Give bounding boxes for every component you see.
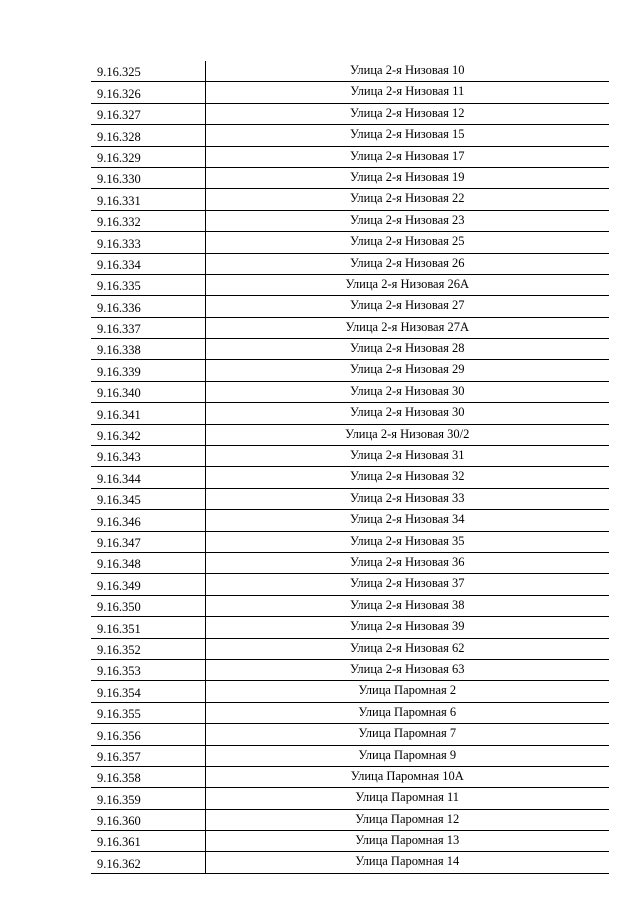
row-address: Улица 2-я Низовая 27	[205, 296, 609, 317]
table-row	[91, 510, 609, 531]
table-row	[91, 189, 609, 210]
table-row	[91, 766, 609, 787]
row-address: Улица 2-я Низовая 29	[205, 360, 609, 381]
row-code: 9.16.340	[91, 381, 205, 402]
row-address: Улица 2-я Низовая 12	[205, 103, 609, 124]
row-address: Улица Паромная 10А	[205, 766, 609, 787]
row-address: Улица 2-я Низовая 33	[205, 488, 609, 509]
table-row	[91, 253, 609, 274]
table-row	[91, 146, 609, 167]
row-address: Улица 2-я Низовая 17	[205, 146, 609, 167]
table-row	[91, 724, 609, 745]
table-row	[91, 61, 609, 82]
row-code: 9.16.339	[91, 360, 205, 381]
row-code: 9.16.330	[91, 167, 205, 188]
row-code: 9.16.358	[91, 766, 205, 787]
row-address: Улица Паромная 9	[205, 745, 609, 766]
row-address: Улица 2-я Низовая 36	[205, 552, 609, 573]
row-code: 9.16.329	[91, 146, 205, 167]
row-address: Улица 2-я Низовая 27А	[205, 317, 609, 338]
row-address: Улица 2-я Низовая 62	[205, 638, 609, 659]
address-table	[91, 61, 609, 874]
row-code: 9.16.336	[91, 296, 205, 317]
table-row	[91, 317, 609, 338]
row-address: Улица 2-я Низовая 30/2	[205, 424, 609, 445]
row-code: 9.16.348	[91, 552, 205, 573]
table-row	[91, 446, 609, 467]
row-address: Улица 2-я Низовая 38	[205, 595, 609, 616]
row-code: 9.16.354	[91, 681, 205, 702]
row-address: Улица 2-я Низовая 26А	[205, 274, 609, 295]
row-code: 9.16.359	[91, 788, 205, 809]
table-row	[91, 232, 609, 253]
table-row	[91, 531, 609, 552]
row-address: Улица 2-я Низовая 30	[205, 403, 609, 424]
table-row	[91, 681, 609, 702]
row-code: 9.16.345	[91, 488, 205, 509]
table-row	[91, 552, 609, 573]
table-row	[91, 125, 609, 146]
row-code: 9.16.343	[91, 446, 205, 467]
row-code: 9.16.349	[91, 574, 205, 595]
table-row	[91, 403, 609, 424]
row-code: 9.16.353	[91, 659, 205, 680]
table-row	[91, 659, 609, 680]
table-row	[91, 360, 609, 381]
row-address: Улица 2-я Низовая 28	[205, 339, 609, 360]
row-code: 9.16.346	[91, 510, 205, 531]
row-code: 9.16.352	[91, 638, 205, 659]
row-address: Улица 2-я Низовая 23	[205, 210, 609, 231]
row-code: 9.16.360	[91, 809, 205, 830]
row-code: 9.16.350	[91, 595, 205, 616]
row-address: Улица Паромная 11	[205, 788, 609, 809]
row-code: 9.16.341	[91, 403, 205, 424]
row-address: Улица Паромная 12	[205, 809, 609, 830]
row-address: Улица 2-я Низовая 22	[205, 189, 609, 210]
table-row	[91, 424, 609, 445]
table-row	[91, 595, 609, 616]
row-address: Улица 2-я Низовая 32	[205, 467, 609, 488]
row-code: 9.16.357	[91, 745, 205, 766]
row-address: Улица 2-я Низовая 19	[205, 167, 609, 188]
row-code: 9.16.334	[91, 253, 205, 274]
row-address: Улица 2-я Низовая 25	[205, 232, 609, 253]
table-row	[91, 638, 609, 659]
table-row	[91, 574, 609, 595]
row-code: 9.16.355	[91, 702, 205, 723]
table-row	[91, 809, 609, 830]
table-row	[91, 852, 609, 873]
row-code: 9.16.356	[91, 724, 205, 745]
row-code: 9.16.338	[91, 339, 205, 360]
row-address: Улица Паромная 6	[205, 702, 609, 723]
table-row	[91, 296, 609, 317]
table-row	[91, 702, 609, 723]
row-code: 9.16.337	[91, 317, 205, 338]
row-address: Улица Паромная 14	[205, 852, 609, 873]
row-code: 9.16.327	[91, 103, 205, 124]
table-row	[91, 82, 609, 103]
row-code: 9.16.325	[91, 61, 205, 82]
table-row	[91, 274, 609, 295]
table-row	[91, 745, 609, 766]
table-row	[91, 617, 609, 638]
table-row	[91, 339, 609, 360]
table-row	[91, 467, 609, 488]
table-row	[91, 103, 609, 124]
row-code: 9.16.335	[91, 274, 205, 295]
row-address: Улица 2-я Низовая 37	[205, 574, 609, 595]
row-code: 9.16.328	[91, 125, 205, 146]
row-code: 9.16.362	[91, 852, 205, 873]
row-address: Улица Паромная 13	[205, 831, 609, 852]
row-address: Улица 2-я Низовая 63	[205, 659, 609, 680]
row-address: Улица 2-я Низовая 10	[205, 61, 609, 82]
row-code: 9.16.344	[91, 467, 205, 488]
row-code: 9.16.332	[91, 210, 205, 231]
row-address: Улица Паромная 2	[205, 681, 609, 702]
table-row	[91, 831, 609, 852]
row-address: Улица 2-я Низовая 26	[205, 253, 609, 274]
row-code: 9.16.342	[91, 424, 205, 445]
row-address: Улица 2-я Низовая 30	[205, 381, 609, 402]
table-row	[91, 381, 609, 402]
address-table-body	[91, 61, 609, 873]
row-address: Улица 2-я Низовая 35	[205, 531, 609, 552]
row-code: 9.16.351	[91, 617, 205, 638]
table-row	[91, 788, 609, 809]
row-code: 9.16.331	[91, 189, 205, 210]
table-row	[91, 210, 609, 231]
row-code: 9.16.361	[91, 831, 205, 852]
row-address: Улица 2-я Низовая 15	[205, 125, 609, 146]
row-address: Улица 2-я Низовая 11	[205, 82, 609, 103]
row-code: 9.16.347	[91, 531, 205, 552]
row-address: Улица Паромная 7	[205, 724, 609, 745]
table-row	[91, 488, 609, 509]
table-row	[91, 167, 609, 188]
row-code: 9.16.333	[91, 232, 205, 253]
row-address: Улица 2-я Низовая 31	[205, 446, 609, 467]
row-address: Улица 2-я Низовая 39	[205, 617, 609, 638]
row-address: Улица 2-я Низовая 34	[205, 510, 609, 531]
row-code: 9.16.326	[91, 82, 205, 103]
